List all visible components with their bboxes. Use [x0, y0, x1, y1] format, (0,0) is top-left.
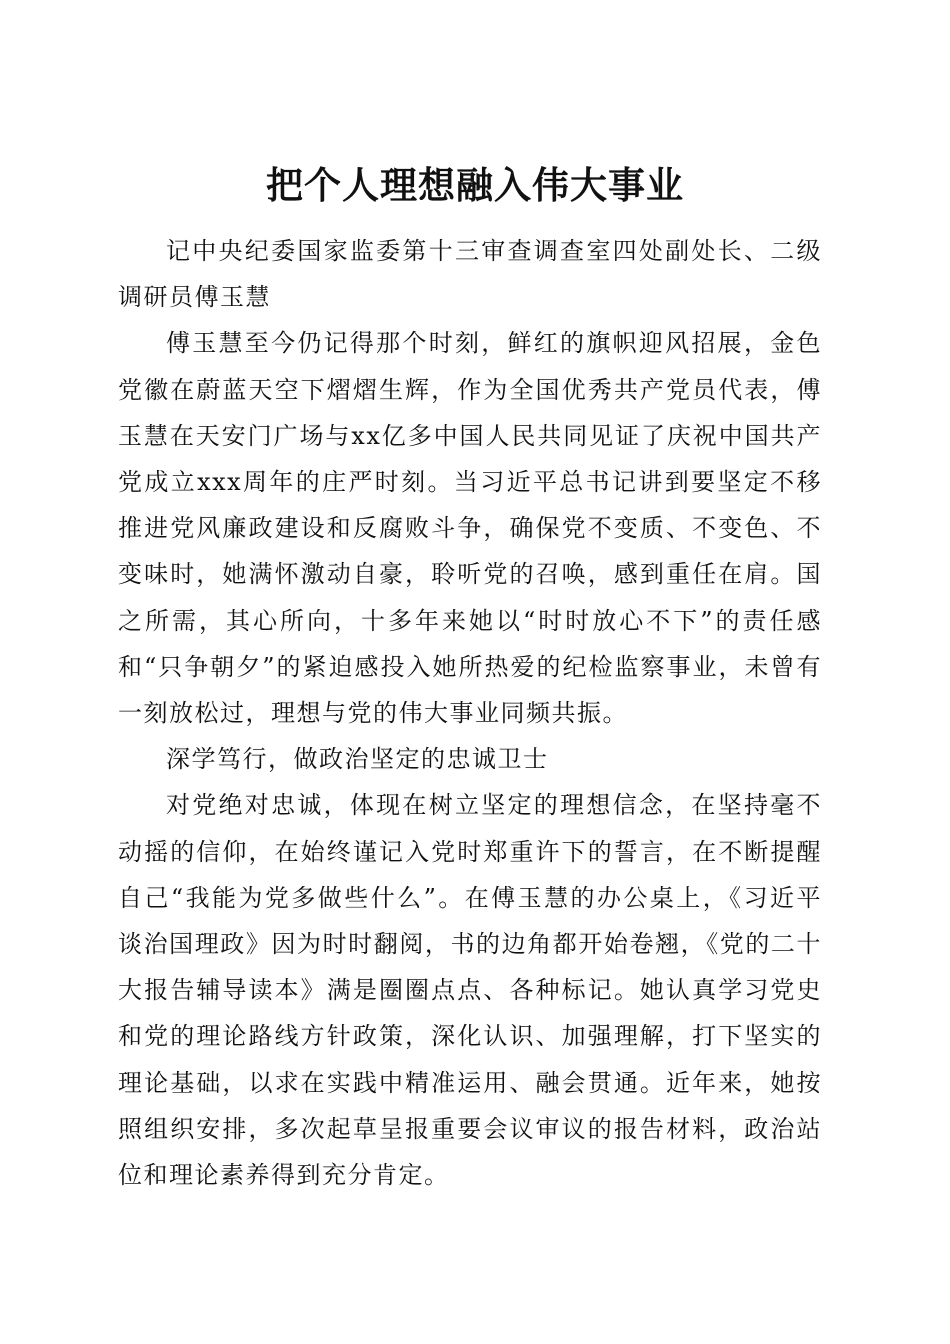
section-heading: 深学笃行，做政治坚定的忠诚卫士 — [166, 745, 549, 774]
byline-paragraph: 记中央纪委国家监委第十三审查调查室四处副处长、二级调研员傅玉慧 — [118, 237, 822, 312]
document-body — [118, 228, 822, 1198]
body-paragraph: 对党绝对忠诚，体现在树立坚定的理想信念，在坚持毫不动摇的信仰，在始终谨记入党时郑重许下的誓言，在不断提醒自己“我能为党多做些什么”。在傅玉慧的办公桌上，《习近平谈治国理政》因为时时翻阅，书的边角都开始卷翘，《党的二十大报告辅导读本》满是圈圈点点、各种标记。她认真学习党史和党的理论路线方针政策，深化认识、加强理解，打下坚实的理论基础，以求在实践中精准运用、融会贯通。近年来，她按照组织安排，多次起草呈报重要会议审议的报告材料，政治站位和理论素养得到充分肯定。 — [118, 791, 822, 1190]
document-title: 把个人理想融入伟大事业 — [266, 162, 684, 207]
body-paragraph: 傅玉慧至今仍记得那个时刻，鲜红的旗帜迎风招展，金色党徽在蔚蓝天空下熠熠生辉，作为全国优秀共产党员代表，傅玉慧在天安门广场与xx亿多中国人民共同见证了庆祝中国共产党成立xxx周年的庄严时刻。当习近平总书记讲到要坚定不移推进党风廉政建设和反腐败斗争，确保党不变质、不变色、不变味时，她满怀激动自豪，聆听党的召唤，感到重任在肩。国之所需，其心所向，十多年来她以“时时放心不下”的责任感和“只争朝夕”的紧迫感投入她所热爱的纪检监察事业，未曾有一刻放松过，理想与党的伟大事业同频共振。 — [118, 329, 822, 728]
